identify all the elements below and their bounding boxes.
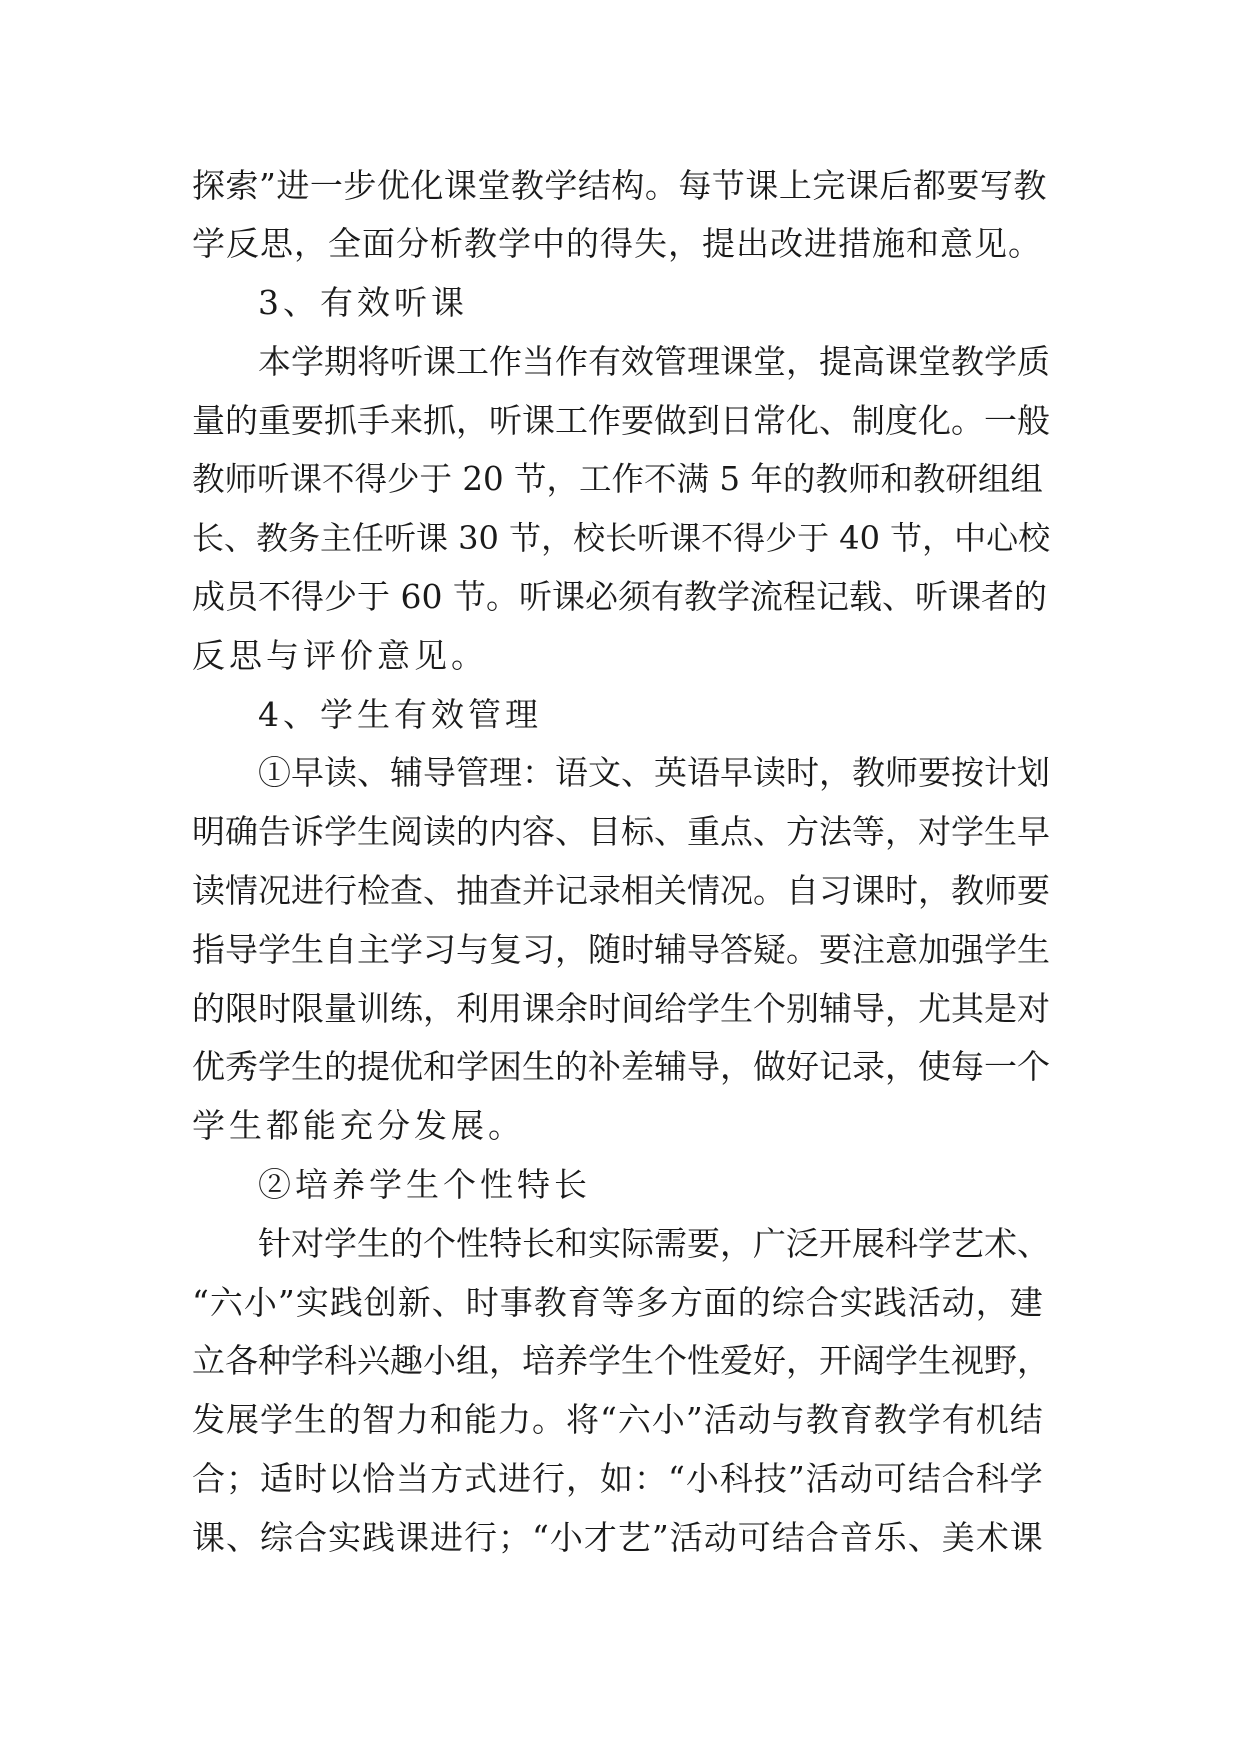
text-line: 针对学生的个性特长和实际需要，广泛开展科学艺术、 (258, 1224, 1050, 1263)
section-heading: 4、学生有效管理 (258, 695, 542, 734)
text-line: 课、综合实践课进行；“小才艺”活动可结合音乐、美术课 (192, 1518, 1044, 1557)
text-line: 读情况进行检查、抽查并记录相关情况。自习课时，教师要 (192, 871, 1050, 910)
text-line: 教师听课不得少于 20 节，工作不满 5 年的教师和教研组组 (192, 460, 1043, 498)
text-line: 的限时限量训练，利用课余时间给学生个别辅导，尤其是对 (192, 989, 1050, 1028)
text-line: 量的重要抓手来抓，听课工作要做到日常化、制度化。一般 (192, 401, 1050, 440)
text-line: ①早读、辅导管理：语文、英语早读时，教师要按计划 (258, 753, 1050, 792)
text-line: 成员不得少于 60 节。听课必须有教学流程记载、听课者的 (192, 577, 1047, 616)
text-line: 优秀学生的提优和学困生的补差辅导，做好记录，使每一个 (192, 1047, 1050, 1086)
text-line: 学反思，全面分析教学中的得失，提出改进措施和意见。 (192, 224, 1042, 263)
section-heading: 3、有效听课 (258, 283, 468, 322)
text-line: “六小”实践创新、时事教育等多方面的综合实践活动，建 (192, 1283, 1044, 1322)
text-line: 合；适时以恰当方式进行，如：“小科技”活动可结合科学 (192, 1459, 1044, 1498)
text-line: 本学期将听课工作当作有效管理课堂，提高课堂教学质 (258, 342, 1050, 381)
text-line: 立各种学科兴趣小组，培养学生个性爱好，开阔学生视野， (192, 1341, 1050, 1380)
text-line: 探索”进一步优化课堂教学结构。每节课上完课后都要写教 (192, 166, 1047, 205)
text-line: 明确告诉学生阅读的内容、目标、重点、方法等，对学生早 (192, 812, 1050, 851)
text-line: 反思与评价意见。 (192, 636, 488, 675)
section-heading: ②培养学生个性特长 (258, 1165, 591, 1204)
text-line: 长、教务主任听课 30 节，校长听课不得少于 40 节，中心校 (192, 519, 1051, 557)
text-line: 学生都能充分发展。 (192, 1106, 525, 1145)
text-line: 发展学生的智力和能力。将“六小”活动与教育教学有机结 (192, 1400, 1044, 1439)
text-line: 指导学生自主学习与复习，随时辅导答疑。要注意加强学生 (192, 930, 1050, 969)
